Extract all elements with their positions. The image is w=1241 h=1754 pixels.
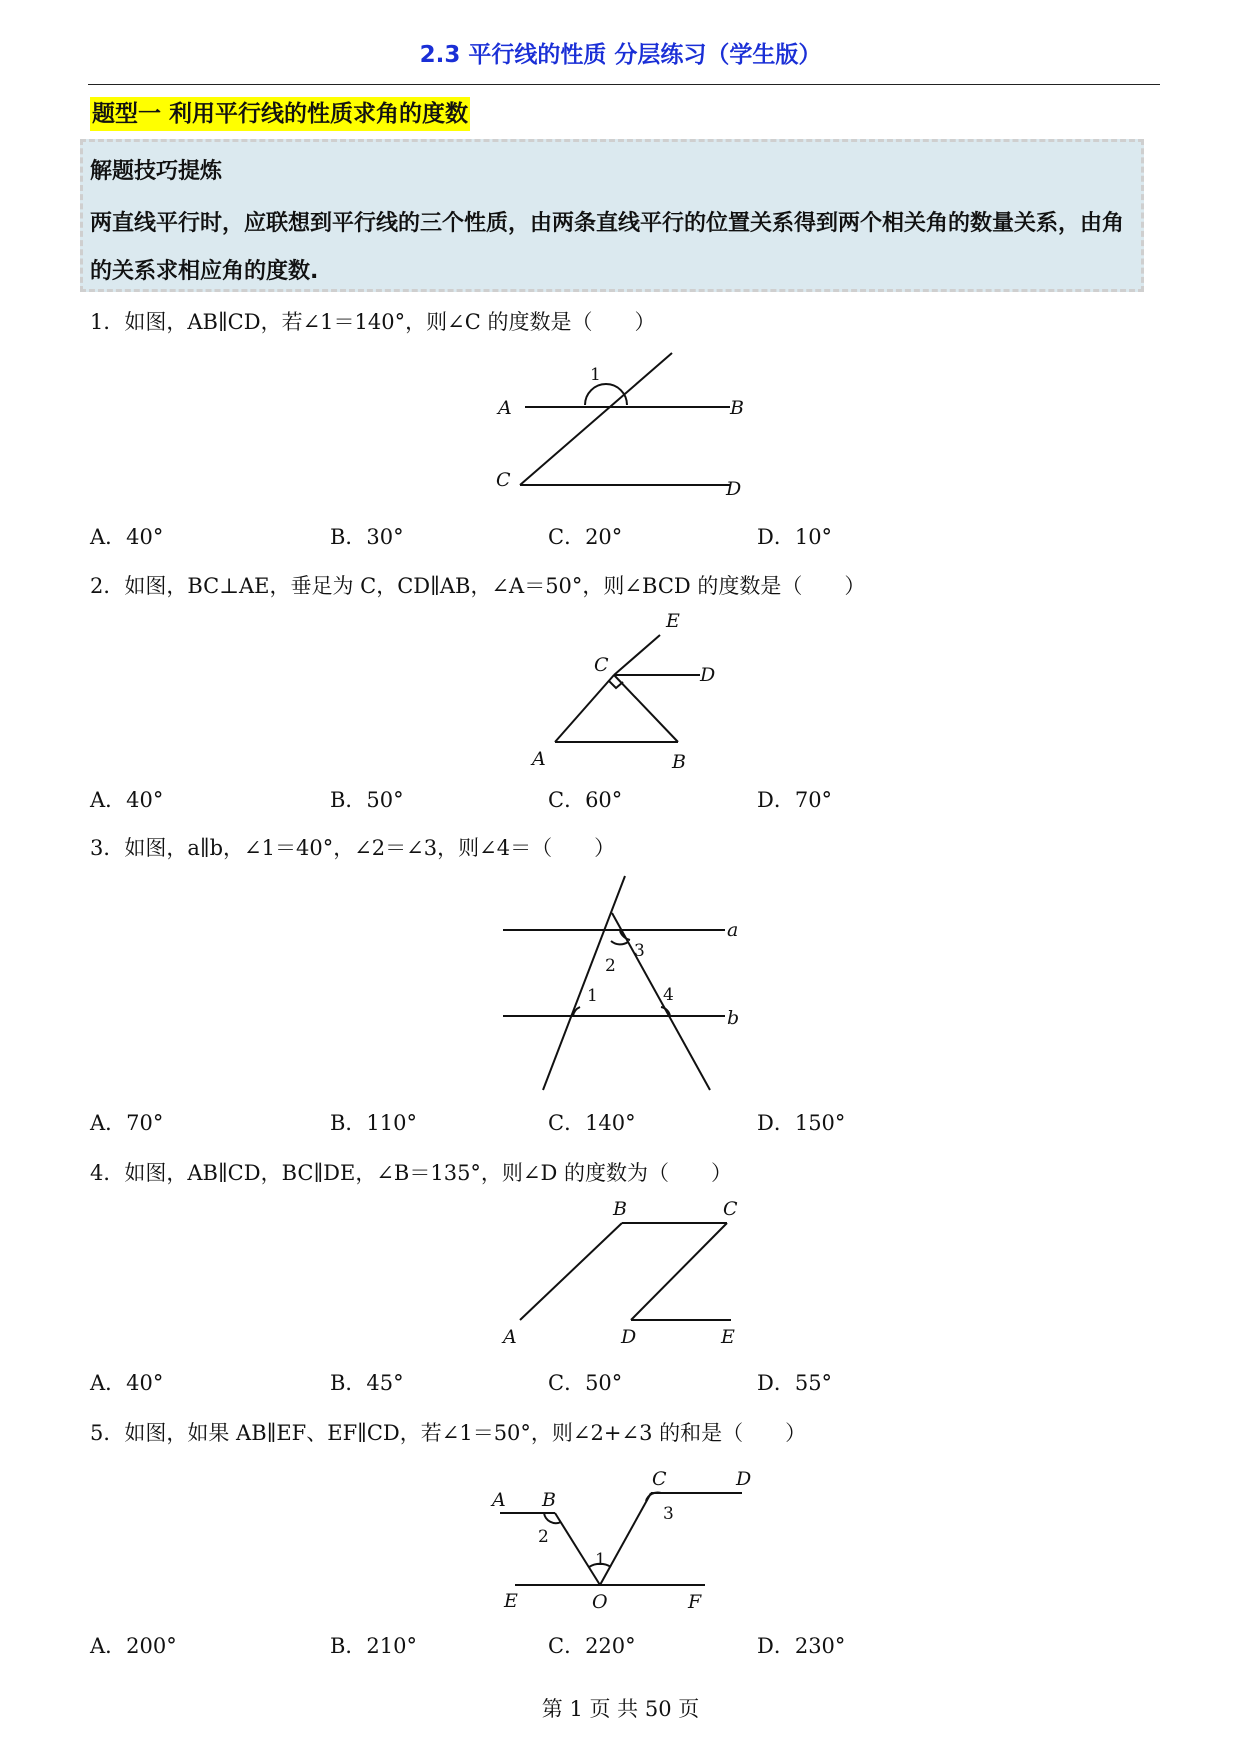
q5-label-c: C bbox=[652, 1468, 667, 1490]
q3-option-b[interactable]: B．110° bbox=[330, 1111, 418, 1135]
question-2-stem: 2．如图，BC⊥AE，垂足为 C，CD∥AB，∠A＝50°，则∠BCD 的度数是（ ） bbox=[90, 574, 866, 598]
q5-label-angle-1: 1 bbox=[595, 1550, 606, 1570]
q5-label-angle-3: 3 bbox=[663, 1504, 674, 1524]
q2-option-c[interactable]: C．60° bbox=[548, 788, 623, 812]
question-4-stem: 4．如图，AB∥CD，BC∥DE，∠B＝135°，则∠D 的度数为（ ） bbox=[90, 1161, 733, 1185]
q2-label-a: A bbox=[532, 748, 546, 770]
q5-label-d: D bbox=[736, 1468, 752, 1490]
q3-option-d[interactable]: D．150° bbox=[757, 1111, 846, 1135]
q1-label-a: A bbox=[498, 397, 512, 419]
q3-label-angle-2: 2 bbox=[605, 956, 616, 976]
q3-label-a: a bbox=[727, 919, 739, 941]
q4-option-a[interactable]: A．40° bbox=[90, 1371, 164, 1395]
q1-option-d[interactable]: D．10° bbox=[757, 525, 833, 549]
question-3-figure bbox=[495, 868, 755, 1098]
q5-option-b[interactable]: B．210° bbox=[330, 1634, 418, 1658]
q4-label-d: D bbox=[621, 1326, 637, 1348]
q1-option-c[interactable]: C．20° bbox=[548, 525, 623, 549]
q2-label-b: B bbox=[672, 751, 686, 773]
q5-label-b: B bbox=[542, 1489, 556, 1511]
tip-text: 两直线平行时，应联想到平行线的三个性质，由两条直线平行的位置关系得到两个相关角的数量关系，由角的关系求相应角的度数. bbox=[90, 211, 1125, 284]
q5-option-a[interactable]: A．200° bbox=[90, 1634, 177, 1658]
q1-option-b[interactable]: B．30° bbox=[330, 525, 404, 549]
q3-label-angle-4: 4 bbox=[663, 985, 674, 1005]
question-1-figure bbox=[490, 345, 750, 505]
q2-option-d[interactable]: D．70° bbox=[757, 788, 833, 812]
q4-label-c: C bbox=[723, 1198, 738, 1220]
q1-label-angle-1: 1 bbox=[590, 365, 601, 385]
q2-label-e: E bbox=[666, 610, 680, 632]
q1-label-b: B bbox=[730, 397, 744, 419]
tip-title: 解题技巧提炼 bbox=[90, 159, 223, 184]
q5-option-d[interactable]: D．230° bbox=[757, 1634, 846, 1658]
q5-label-a: A bbox=[492, 1489, 506, 1511]
q4-option-b[interactable]: B．45° bbox=[330, 1371, 404, 1395]
q5-label-e: E bbox=[504, 1590, 518, 1612]
q1-label-d: D bbox=[726, 478, 742, 500]
q4-option-d[interactable]: D．55° bbox=[757, 1371, 833, 1395]
q3-label-angle-3: 3 bbox=[634, 941, 645, 961]
section-title: 题型一 利用平行线的性质求角的度数 bbox=[90, 97, 470, 131]
q5-label-angle-2: 2 bbox=[538, 1527, 549, 1547]
question-5-figure bbox=[480, 1455, 770, 1620]
q3-option-c[interactable]: C．140° bbox=[548, 1111, 636, 1135]
question-1-stem: 1．如图，AB∥CD，若∠1＝140°，则∠C 的度数是（ ） bbox=[90, 310, 656, 334]
question-4-figure bbox=[495, 1195, 755, 1355]
q1-label-c: C bbox=[496, 469, 511, 491]
q3-label-angle-1: 1 bbox=[587, 986, 598, 1006]
q5-label-o: O bbox=[592, 1591, 608, 1613]
question-5-stem: 5．如图，如果 AB∥EF、EF∥CD，若∠1＝50°，则∠2+∠3 的和是（ ） bbox=[90, 1421, 807, 1445]
q1-option-a[interactable]: A．40° bbox=[90, 525, 164, 549]
page-footer: 第 1 页 共 50 页 bbox=[541, 1697, 700, 1721]
q3-label-b: b bbox=[727, 1007, 740, 1029]
question-2-figure bbox=[520, 605, 740, 775]
q3-option-a[interactable]: A．70° bbox=[90, 1111, 164, 1135]
q2-option-b[interactable]: B．50° bbox=[330, 788, 404, 812]
q2-label-c: C bbox=[594, 654, 609, 676]
q4-label-a: A bbox=[503, 1326, 517, 1348]
q2-option-a[interactable]: A．40° bbox=[90, 788, 164, 812]
document-title: 2.3 平行线的性质 分层练习（学生版） bbox=[419, 42, 822, 68]
q2-label-d: D bbox=[700, 664, 716, 686]
q4-label-b: B bbox=[613, 1198, 627, 1220]
q4-label-e: E bbox=[721, 1326, 735, 1348]
question-3-stem: 3．如图，a∥b，∠1＝40°，∠2＝∠3，则∠4＝（ ） bbox=[90, 836, 616, 860]
q5-option-c[interactable]: C．220° bbox=[548, 1634, 636, 1658]
q4-option-c[interactable]: C．50° bbox=[548, 1371, 623, 1395]
q5-label-f: F bbox=[688, 1591, 702, 1613]
header-rule bbox=[88, 84, 1160, 85]
